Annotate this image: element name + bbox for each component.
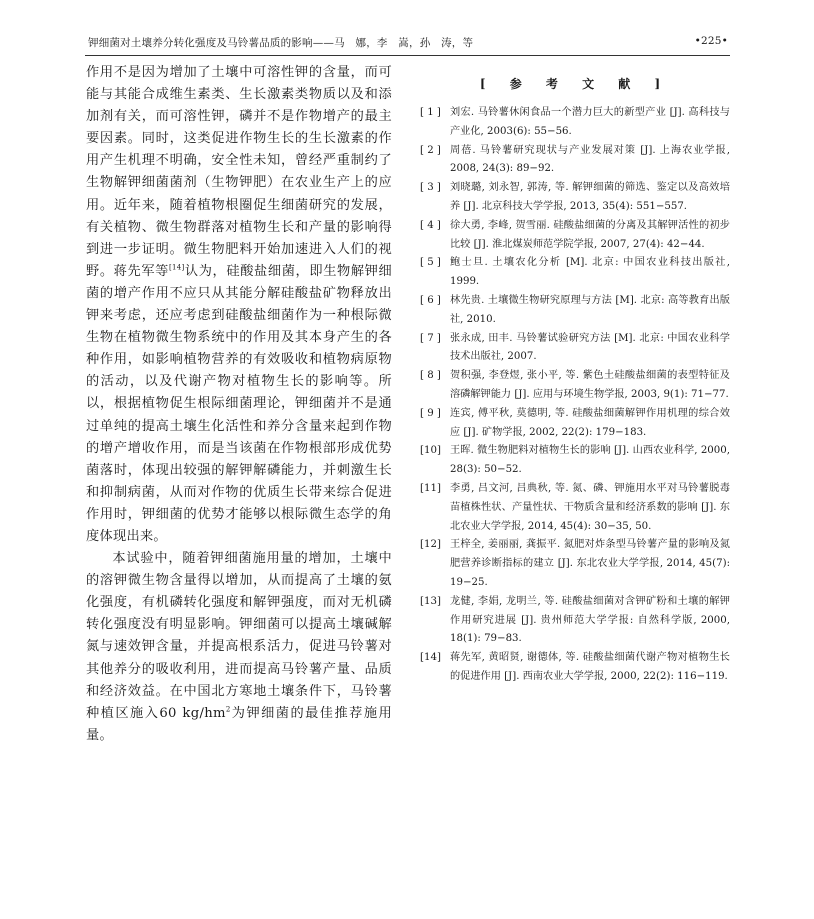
reference-text: 刘晓璐, 刘永智, 郭涛, 等. 解钾细菌的筛选、鉴定以及高效培养 [J]. 北京科技大学学报, 2013, 35(4): 551−557. [450, 182, 730, 212]
reference-text: 林先贵. 土壤微生物研究原理与方法 [M]. 北京: 高等教育出版社, 2010. [450, 294, 730, 325]
reference-text: 刘宏. 马铃薯休闲食品一个潜力巨大的新型产业 [J]. 高科技与产业化, 2003(6): 55−56. [450, 107, 730, 137]
reference-list [420, 104, 730, 687]
reference-number: [ 6 ] [420, 294, 441, 306]
reference-text: 王梓全, 姜丽丽, 龚振平. 氮肥对炸条型马铃薯产量的影响及氮肥营养诊断指标的建立 [J]. 东北农业大学学报, 2014, 45(7): 19−25. [450, 539, 730, 588]
reference-number: [ 1 ] [420, 107, 441, 118]
reference-item [420, 330, 730, 368]
reference-number: [12] [420, 539, 441, 551]
running-header [88, 35, 728, 53]
reference-text: 周蓓. 马铃薯研究现状与产业发展对策 [J]. 上海农业学报, 2008, 24(3): 89−92. [450, 144, 730, 175]
running-title: 钾细菌对土壤养分转化强度及马铃薯品质的影响——马 娜，李 嵩，孙 涛，等 [88, 37, 474, 49]
reference-number: [ 9 ] [420, 407, 441, 419]
reference-number: [ 8 ] [420, 370, 441, 382]
paragraph-text: 作用不是因为增加了土壤中可溶性钾的含量，而可能与其能合成维生素类、生长激素类物质以及和添加剂有关，而可溶性钾，磷并不是作物增产的最主要因素。同时，这类促进作物生长的生长激素的作用产生机理不明确，安全性未知，曾经严重制约了生物解钾细菌菌剂（生物钾肥）在农业生产上的应用。近年来，随着植物根圈促生细菌研究的发展，有关植物、微生物群落对植物生长和产量的影响得到进一步证明。微生物肥料开始加速进入人们的视野。蒋先军等 [86, 65, 392, 279]
header-rule [85, 55, 730, 56]
reference-item [420, 217, 730, 255]
reference-item [420, 480, 730, 536]
reference-text: 鲍士旦. 土壤农化分析 [M]. 北京: 中国农业科技出版社, 1999. [450, 257, 730, 288]
paragraph-text: 为钾细菌的最佳推荐施用量。 [86, 705, 392, 743]
reference-number: [11] [420, 482, 441, 494]
reference-item [420, 593, 730, 649]
body-paragraph [86, 548, 392, 747]
reference-text: 王晖. 微生物肥料对植物生长的影响 [J]. 山西农业科学, 2000, 28(3): 50−52. [450, 445, 730, 476]
citation-marker: [14] [168, 263, 185, 272]
reference-text: 贺积强, 李登煜, 张小平, 等. 紫色土硅酸盐细菌的表型特征及溶磷解钾能力 [J]. 应用与环境生物学报, 2003, 9(1): 71−77. [450, 370, 730, 400]
paragraph-text: 本试验中，随着钾细菌施用量的增加，土壤中的溶钾微生物含量得以增加，从而提高了土壤的氨化强度，有机磷转化强度和解钾强度，而对无机磷转化强度没有明显影响。钾细菌可以提高土壤碱解氮与速效钾含量，并提高根系活力，促进马铃薯对其他养分的吸收利用，进而提高马铃薯产量、品质和经济效益。在中国北方寒地土壤条件下，马铃薯种植区施入60 kg/hm [86, 551, 392, 721]
references-column [420, 62, 730, 687]
reference-item [420, 142, 730, 180]
reference-item [420, 179, 730, 217]
reference-item [420, 536, 730, 592]
reference-number: [ 5 ] [420, 257, 441, 269]
reference-number: [ 4 ] [420, 219, 441, 231]
reference-number: [14] [420, 652, 441, 664]
reference-item [420, 405, 730, 443]
page-number: •225• [694, 35, 728, 47]
body-column [86, 62, 392, 747]
body-paragraph [86, 62, 392, 548]
references-heading: [ 参 考 文 献 ] [479, 77, 671, 91]
reference-number: [ 2 ] [420, 144, 441, 156]
reference-number: [10] [420, 445, 441, 457]
reference-item [420, 254, 730, 292]
reference-text: 蒋先军, 黄昭贤, 谢德体, 等. 硅酸盐细菌代谢产物对植物生长的促进作用 [J]. 西南农业大学学报, 2000, 22(2): 116−119. [450, 652, 730, 682]
reference-item [420, 367, 730, 405]
reference-item [420, 292, 730, 330]
reference-text: 龙健, 李娟, 龙明兰, 等. 硅酸盐细菌对含钾矿粉和土壤的解钾作用研究进展 [J]. 贵州师范大学学报: 自然科学版, 2000, 18(1): 79−83. [450, 595, 730, 645]
reference-number: [13] [420, 595, 441, 607]
reference-text: 李勇, 吕文河, 吕典秋, 等. 氮、磷、钾施用水平对马铃薯脱毒苗植株性状、产量性状、干物质含量和经济系数的影响 [J]. 东北农业大学学报, 2014, 45(4): 30−35, 50. [450, 482, 730, 532]
reference-item [420, 442, 730, 480]
reference-number: [ 3 ] [420, 182, 441, 194]
unit-superscript: 2 [225, 705, 231, 714]
reference-number: [ 7 ] [420, 332, 441, 344]
reference-text: 徐大勇, 李峰, 贺雪丽. 硅酸盐细菌的分离及其解钾活性的初步比较 [J]. 淮北煤炭师范学院学报, 2007, 27(4): 42−44. [450, 219, 730, 250]
reference-text: 连宾, 傅平秋, 莫德明, 等. 硅酸盐细菌解钾作用机理的综合效应 [J]. 矿物学报, 2002, 22(2): 179−183. [450, 407, 730, 438]
reference-item [420, 649, 730, 687]
reference-text: 张永成, 田丰. 马铃薯试验研究方法 [M]. 北京: 中国农业科学技术出版社, 2007. [450, 332, 730, 363]
reference-item [420, 104, 730, 142]
paragraph-text: 认为，硅酸盐细菌，即生物解钾细菌的增产作用不应只从其能分解硅酸盐矿物释放出钾来考虑，还应考虑到硅酸盐细菌作为一种根际微生物在植物微生物系统中的作用及其本身产生的各种作用，如影响植物营养的有效吸收和植物病原物的活动，以及代谢产物对植物生长的影响等。所以，根据植物促生根际细菌理论，钾细菌并不是通过单纯的提高土壤生化活性和养分含量来起到作物的增产增收作用，而是当该菌在作物根部形成优势菌落时，体现出较强的解钾解磷能力，并刺激生长和抑制病菌，从而对作物的优质生长带来综合促进作用时，钾细菌的优势才能够以根际微生态学的角度体现出来。 [86, 263, 392, 544]
